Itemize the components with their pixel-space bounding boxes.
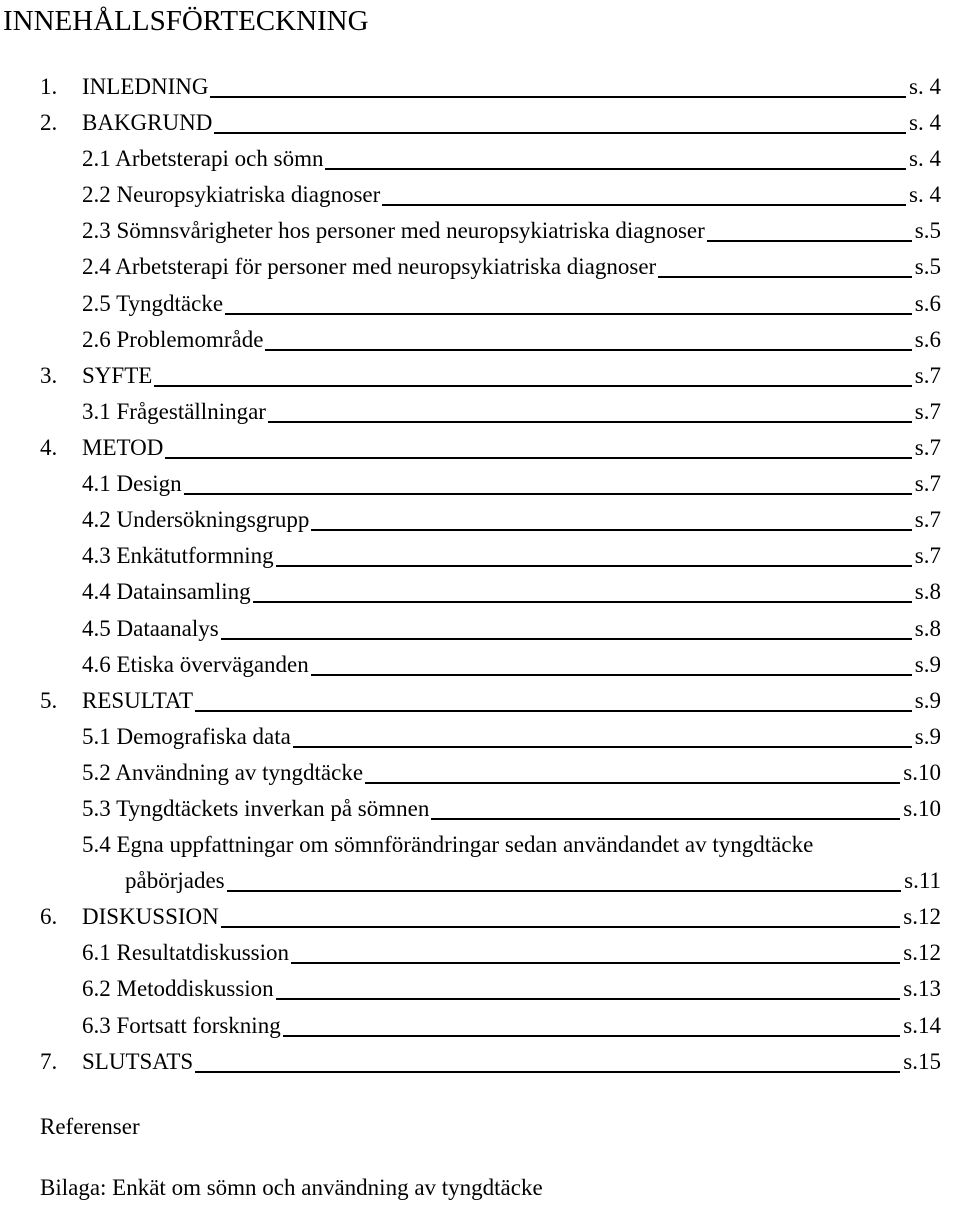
toc-entry[interactable] — [0, 683, 960, 719]
toc-entry-number: 2. — [40, 110, 58, 135]
toc-entry-title: 5.4 Egna uppfattningar om sömnförändringar sedan användandet av tyngdtäcke — [82, 832, 814, 857]
references-entry[interactable]: Referenser — [40, 1114, 140, 1139]
toc-entry-title: SYFTE — [82, 363, 153, 388]
toc-leader-line — [311, 674, 912, 676]
toc-entry-title: 4.5 Dataanalys — [82, 616, 219, 641]
toc-entry[interactable] — [0, 647, 960, 683]
toc-entry-number: 4. — [40, 435, 58, 460]
toc-entry-title: 6.2 Metoddiskussion — [82, 976, 274, 1001]
toc-entry[interactable] — [0, 141, 960, 177]
toc-entry-title-continued: påbörjades — [125, 868, 225, 893]
toc-entry[interactable] — [0, 177, 960, 213]
toc-entry-title: 2.2 Neuropsykiatriska diagnoser — [82, 182, 381, 207]
toc-entry-page: s.14 — [903, 1013, 941, 1038]
toc-leader-line — [276, 998, 901, 1000]
toc-entry-page: s.8 — [914, 616, 941, 641]
toc-entry[interactable] — [0, 935, 960, 971]
toc-entry[interactable] — [0, 827, 960, 863]
toc-entry[interactable] — [0, 105, 960, 141]
toc-leader-line — [165, 457, 911, 459]
toc-entry-title: 5.2 Användning av tyngdtäcke — [82, 760, 364, 785]
toc-leader-line — [311, 529, 911, 531]
toc-entry-page: s.7 — [914, 363, 941, 388]
toc-entry-number: 3. — [40, 363, 58, 388]
toc-entry-title: 2.6 Problemområde — [82, 327, 264, 352]
toc-entry[interactable] — [0, 899, 960, 935]
toc-entry[interactable] — [0, 538, 960, 574]
toc-entry[interactable] — [0, 755, 960, 791]
toc-entry-page: s.5 — [914, 254, 941, 279]
toc-entry-title: DISKUSSION — [82, 904, 219, 929]
toc-leader-line — [195, 1071, 900, 1073]
toc-entry-title: SLUTSATS — [82, 1049, 194, 1074]
toc-entry[interactable] — [0, 466, 960, 502]
toc-leader-line — [227, 890, 902, 892]
toc-entry-title: 2.4 Arbetsterapi för personer med neuropsykiatriska diagnoser — [82, 254, 657, 279]
toc-entry-page: s. 4 — [909, 146, 941, 171]
toc-entry-title: 2.5 Tyngdtäcke — [82, 291, 224, 316]
toc-entry[interactable] — [0, 358, 960, 394]
toc-leader-line — [325, 168, 906, 170]
toc-entry-title: 4.2 Undersökningsgrupp — [82, 507, 310, 532]
toc-leader-line — [265, 349, 911, 351]
toc-leader-line — [431, 818, 900, 820]
toc-entry-title: 4.1 Design — [82, 471, 182, 496]
toc-leader-line — [283, 1035, 901, 1037]
toc-entry-page: s.11 — [904, 868, 941, 893]
toc-entry[interactable] — [0, 322, 960, 358]
toc-entry-title: 6.3 Fortsatt forskning — [82, 1013, 281, 1038]
toc-entry-continuation[interactable] — [0, 863, 960, 899]
toc-leader-line — [225, 313, 912, 315]
toc-entry[interactable] — [0, 971, 960, 1007]
toc-entry[interactable] — [0, 1044, 960, 1080]
toc-entry-page: s.6 — [914, 327, 941, 352]
toc-entry[interactable] — [0, 69, 960, 105]
toc-leader-line — [221, 638, 912, 640]
toc-entry-number: 5. — [40, 688, 58, 713]
toc-entry-number: 7. — [40, 1049, 58, 1074]
toc-leader-line — [184, 493, 912, 495]
toc-entry-page: s.9 — [914, 688, 941, 713]
toc-entry-page: s.7 — [914, 471, 941, 496]
toc-leader-line — [253, 601, 912, 603]
toc-entry-page: s. 4 — [909, 74, 941, 99]
toc-entry[interactable] — [0, 791, 960, 827]
toc-leader-line — [221, 926, 901, 928]
toc-leader-line — [276, 565, 912, 567]
toc-entry-title: 3.1 Frågeställningar — [82, 399, 266, 424]
toc-entry-number: 1. — [40, 74, 58, 99]
toc-entry[interactable] — [0, 249, 960, 285]
toc-entry-title: 4.4 Datainsamling — [82, 579, 251, 604]
toc-entry-page: s.10 — [903, 760, 941, 785]
toc-entry-page: s.7 — [914, 435, 941, 460]
toc-entry-title: METOD — [82, 435, 164, 460]
toc-entry-page: s.12 — [903, 940, 941, 965]
toc-leader-line — [291, 962, 900, 964]
toc-entry[interactable] — [0, 719, 960, 755]
toc-entry-title: 5.3 Tyngdtäckets inverkan på sömnen — [82, 796, 430, 821]
toc-leader-line — [365, 782, 900, 784]
toc-leader-line — [658, 276, 912, 278]
toc-entry-page: s.10 — [903, 796, 941, 821]
toc-entry-title: RESULTAT — [82, 688, 194, 713]
toc-entry-page: s.7 — [914, 543, 941, 568]
toc-leader-line — [195, 710, 912, 712]
toc-entry[interactable] — [0, 574, 960, 610]
toc-entry-title: 2.1 Arbetsterapi och sömn — [82, 146, 324, 171]
toc-entry-page: s.6 — [914, 291, 941, 316]
toc-entry-title: BAKGRUND — [82, 110, 213, 135]
toc-entry-title: 4.6 Etiska överväganden — [82, 652, 309, 677]
toc-entry[interactable] — [0, 394, 960, 430]
toc-entry-title: 2.3 Sömnsvårigheter hos personer med neuropsykiatriska diagnoser — [82, 218, 705, 243]
toc-entry-page: s.9 — [914, 652, 941, 677]
toc-leader-line — [293, 746, 912, 748]
toc-entry-page: s.7 — [914, 507, 941, 532]
toc-entry[interactable] — [0, 286, 960, 322]
toc-leader-line — [210, 96, 906, 98]
toc-entry[interactable] — [0, 502, 960, 538]
toc-entry-page: s.7 — [914, 399, 941, 424]
toc-entry[interactable] — [0, 430, 960, 466]
toc-entry-page: s.5 — [914, 218, 941, 243]
toc-entry-page: s.8 — [914, 579, 941, 604]
toc-entry-title: 6.1 Resultatdiskussion — [82, 940, 290, 965]
toc-entry-title: INLEDNING — [82, 74, 209, 99]
toc-entry[interactable] — [0, 1008, 960, 1044]
toc-entry-page: s.9 — [914, 724, 941, 749]
toc-entry-title: 4.3 Enkätutformning — [82, 543, 274, 568]
toc-heading: INNEHÅLLSFÖRTECKNING — [3, 5, 369, 37]
toc-entry-page: s. 4 — [909, 182, 941, 207]
toc-entry-page: s. 4 — [909, 110, 941, 135]
toc-leader-line — [214, 132, 906, 134]
toc-entry-page: s.15 — [903, 1049, 941, 1074]
appendix-entry[interactable]: Bilaga: Enkät om sömn och användning av tyngdtäcke — [40, 1175, 543, 1200]
toc-entry[interactable] — [0, 611, 960, 647]
toc-leader-line — [154, 385, 912, 387]
toc-leader-line — [707, 240, 912, 242]
toc-entry-title: 5.1 Demografiska data — [82, 724, 291, 749]
toc-entry-page: s.12 — [903, 904, 941, 929]
toc-leader-line — [268, 421, 912, 423]
toc-entry[interactable] — [0, 213, 960, 249]
toc-leader-line — [382, 204, 906, 206]
toc-entry-page: s.13 — [903, 976, 941, 1001]
toc-entry-number: 6. — [40, 904, 58, 929]
